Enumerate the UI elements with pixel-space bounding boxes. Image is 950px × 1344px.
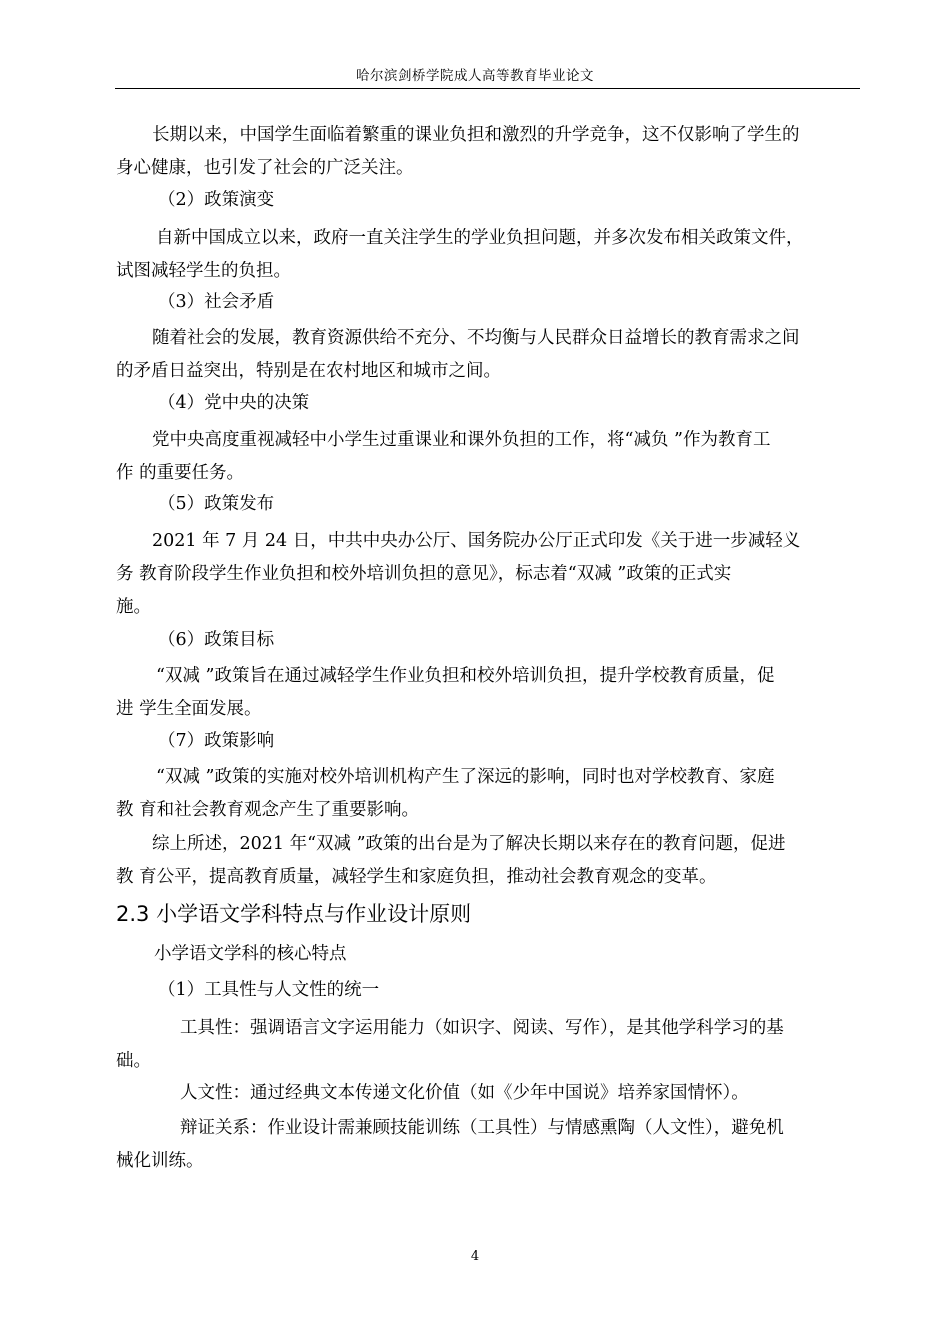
paragraph-line: 辩证关系：作业设计需兼顾技能训练（工具性）与情感熏陶（人文性），避免机	[180, 1118, 784, 1138]
paragraph-line: “双减 ”政策旨在通过减轻学生作业负担和校外培训负担，提升学校教育质量，促	[156, 666, 775, 686]
header-rule	[115, 88, 860, 89]
paragraph-line: 人文性：通过经典文本传递文化价值（如《少年中国说》培养家国情怀）。	[180, 1083, 749, 1103]
paragraph-line: “双减 ”政策的实施对校外培训机构产生了深远的影响，同时也对学校教育、家庭	[156, 767, 775, 787]
paragraph-line: 随着社会的发展，教育资源供给不充分、不均衡与人民群众日益增长的教育需求之间	[152, 328, 800, 348]
paragraph-line: 自新中国成立以来，政府一直关注学生的学业负担问题，并多次发布相关政策文件，	[156, 228, 804, 248]
page-number: 4	[470, 1249, 480, 1264]
paragraph-line: 试图减轻学生的负担。	[116, 261, 291, 281]
subheading: （4）党中央的决策	[158, 393, 310, 413]
subheading: （2）政策演变	[158, 190, 275, 210]
paragraph-line: 工具性：强调语言文字运用能力（如识字、阅读、写作），是其他学科学习的基	[180, 1018, 784, 1038]
paragraph-line: 教 育公平，提高教育质量，减轻学生和家庭负担，推动社会教育观念的变革。	[116, 867, 717, 887]
subheading: （3）社会矛盾	[158, 292, 275, 312]
subheading: （5）政策发布	[158, 494, 275, 514]
paragraph-line: 进 学生全面发展。	[116, 699, 262, 719]
subheading: （6）政策目标	[158, 630, 275, 650]
paragraph-line: 2021 年 7 月 24 日，中共中央办公厅、国务院办公厅正式印发《关于进一步减轻义	[152, 531, 801, 551]
paragraph-line: 作 的重要任务。	[116, 463, 245, 483]
subheading: （7）政策影响	[158, 731, 275, 751]
subheading: （1）工具性与人文性的统一	[158, 980, 380, 1000]
paragraph-line: 综上所述，2021 年“双减 ”政策的出台是为了解决长期以来存在的教育问题，促进	[152, 834, 786, 854]
paragraph-line: 施。	[116, 597, 151, 617]
paragraph-line: 的矛盾日益突出，特别是在农村地区和城市之间。	[116, 361, 501, 381]
page-header-title: 哈尔滨剑桥学院成人高等教育毕业论文	[356, 68, 594, 84]
paragraph-line: 党中央高度重视减轻中小学生过重课业和课外负担的工作，将“减负 ”作为教育工	[152, 430, 771, 450]
paragraph-line: 长期以来，中国学生面临着繁重的课业负担和激烈的升学竞争，这不仅影响了学生的	[152, 125, 800, 145]
paragraph-line: 务 教育阶段学生作业负担和校外培训负担的意见》，标志着“双减 ”政策的正式实	[116, 564, 732, 584]
paragraph-line: 械化训练。	[116, 1151, 204, 1171]
paragraph-line: 础。	[116, 1051, 151, 1071]
paragraph-line: 教 育和社会教育观念产生了重要影响。	[116, 800, 420, 820]
section-intro: 小学语文学科的核心特点	[154, 944, 347, 964]
section-heading: 2.3 小学语文学科特点与作业设计原则	[116, 902, 472, 926]
paragraph-line: 身心健康，也引发了社会的广泛关注。	[116, 158, 414, 178]
